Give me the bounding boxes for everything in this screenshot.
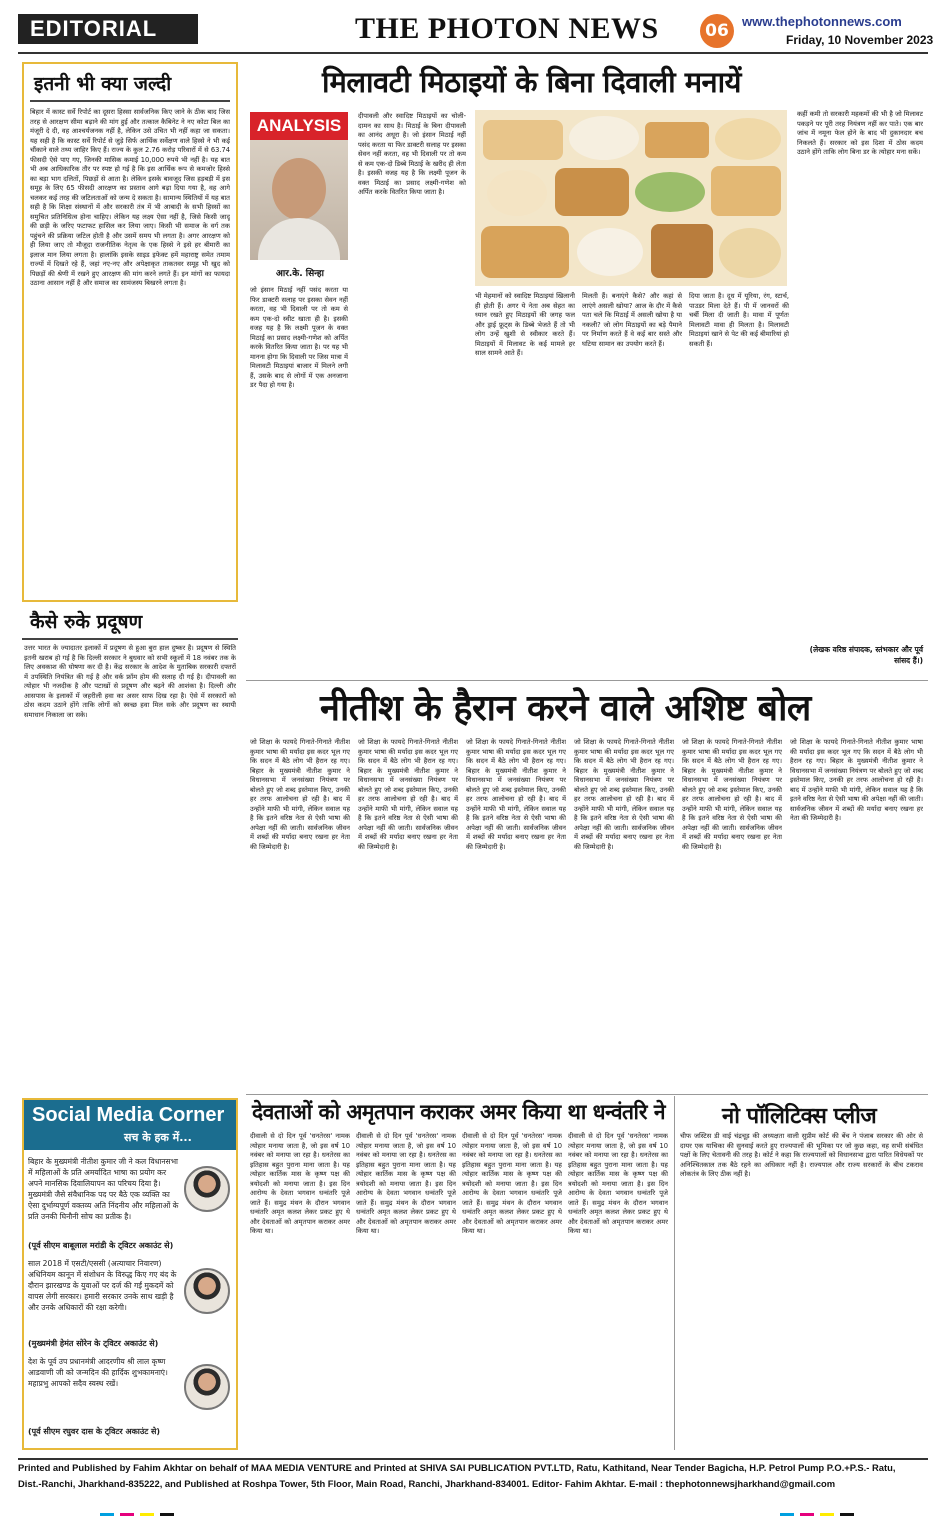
social-banner xyxy=(24,1100,236,1150)
dhanvantari-column-3: दीवाली से दो दिन पूर्व 'धनतेरस' नामक त्योहार मनाया जाता है, जो इस वर्ष 10 नवंबर को मनाया जा रहा है। धनतेरस का इतिहास बहुत पुराना माना जाता है। यह त्योहार कार्तिक मास के कृष्ण पक्ष की त्रयोदशी को मनाया जाता है। इस दिन आरोग्य के देवता भगवान धन्वंतरि पूजे जाते हैं। समुद्र मंथन के दौरान भगवान धन्वंतरि अमृत कलश लेकर प्रकट हुए थे और देवताओं को अमृतपान कराकर अमर किया था। xyxy=(462,1132,562,1235)
post-text: देश के पूर्व उप प्रधानमंत्री आदरणीय श्री लाल कृष्ण आडवाणी जी को जन्मदिन की हार्दिक शुभकामनाएं। महाप्रभु आपको सदैव स्वस्थ रखें। xyxy=(28,1357,168,1388)
dhanvantari-column-1: दीवाली से दो दिन पूर्व 'धनतेरस' नामक त्योहार मनाया जाता है, जो इस वर्ष 10 नवंबर को मनाया जा रहा है। धनतेरस का इतिहास बहुत पुराना माना जाता है। यह त्योहार कार्तिक मास के कृष्ण पक्ष की त्रयोदशी को मनाया जाता है। इस दिन आरोग्य के देवता भगवान धन्वंतरि पूजे जाते हैं। समुद्र मंथन के दौरान भगवान धन्वंतरि अमृत कलश लेकर प्रकट हुए थे और देवताओं को अमृतपान कराकर अमर किया था। xyxy=(250,1132,350,1235)
registration-marks xyxy=(780,1504,860,1516)
sidebar-article-headline: इतनी भी क्या जल्दी xyxy=(34,73,172,95)
section-label: EDITORIAL xyxy=(18,14,198,44)
author-caption: आर.के. सिन्हा xyxy=(276,269,324,279)
newspaper-title: THE PHOTON NEWS xyxy=(355,12,659,45)
pollution-body: उत्तर भारत के ज्यादातर इलाकों में प्रदूषण से हुआ बुरा हाल दुष्कर है। प्रदूषण से स्थिति इतनी खराब हो गई है कि दिल्ली सरकार ने बुधवार को सभी स्कूलों में 18 नवंबर तक के लिए अवकाश की घोषणा कर दी है। केंद्र सरकार के आदेश के मुताबिक सरकारी दफ्तरों में उपस्थिति नियंत्रित की गई है और वर्क फ्रॉम होम की सलाह दी गई है। दीपावली का त्योहार भी नजदीक है और पटाखों से प्रदूषण और बढ़ने की आशंका है। दिल्ली और आसपास के इलाकों में जहरीली हवा का असर साफ दिख रहा है। ऐसे में सरकारों को ठोस कदम उठाने होंगे ताकि लोगों को स्वच्छ हवा मिल सके और प्रदूषण का स्थायी समाधान निकाला जा सके। xyxy=(24,644,236,719)
feature-column-4: मिलती हैं। बनाएंगे कैसे? और कहां से लाएंगे असली खोया? आज के दौर में कैसे पता चले कि मिठाई में असली खोया है या नकली? जो लोग मिठाइयों का बड़े पैमाने पर निर्माण करते हैं वे कई बार सस्ते और घटिया सामान का उपयोग करते हैं। xyxy=(582,292,682,348)
feature-headline: मिलावटी मिठाइयों के बिना दिवाली मनायें xyxy=(322,65,741,99)
section-divider xyxy=(246,1094,928,1095)
analysis-label: ANALYSIS xyxy=(250,112,348,140)
social-post xyxy=(28,1356,232,1446)
social-subtitle: सच के हक में... xyxy=(124,1131,192,1144)
nitish-column-1: जो शिक्षा के फायदे गिनाते-गिनाते नीतीश कुमार भाषा की मर्यादा इस कदर भूल गए कि सदन में बैठे लोग भी हैरान रह गए। बिहार के मुख्यमंत्री नीतीश कुमार ने विधानसभा में जनसंख्या नियंत्रण पर बोलते हुए जो शब्द इस्तेमाल किए, उनकी हर तरफ आलोचना हो रही है। बाद में उन्होंने माफी भी मांगी, लेकिन सवाल यह है कि इतने वरिष्ठ नेता से ऐसी भाषा की अपेक्षा नहीं की जाती। सार्वजनिक जीवन में शब्दों की मर्यादा बनाए रखना हर नेता की जिम्मेदारी है। xyxy=(250,738,350,851)
issue-date: Friday, 10 November 2023 xyxy=(786,33,934,47)
sweets-photo xyxy=(475,110,787,286)
nitish-column-4: जो शिक्षा के फायदे गिनाते-गिनाते नीतीश कुमार भाषा की मर्यादा इस कदर भूल गए कि सदन में बैठे लोग भी हैरान रह गए। बिहार के मुख्यमंत्री नीतीश कुमार ने विधानसभा में जनसंख्या नियंत्रण पर बोलते हुए जो शब्द इस्तेमाल किए, उनकी हर तरफ आलोचना हो रही है। बाद में उन्होंने माफी भी मांगी, लेकिन सवाल यह है कि इतने वरिष्ठ नेता से ऐसी भाषा की अपेक्षा नहीं की जाती। सार्वजनिक जीवन में शब्दों की मर्यादा बनाए रखना हर नेता की जिम्मेदारी है। xyxy=(574,738,674,851)
social-post xyxy=(28,1156,232,1252)
nitish-column-2: जो शिक्षा के फायदे गिनाते-गिनाते नीतीश कुमार भाषा की मर्यादा इस कदर भूल गए कि सदन में बैठे लोग भी हैरान रह गए। बिहार के मुख्यमंत्री नीतीश कुमार ने विधानसभा में जनसंख्या नियंत्रण पर बोलते हुए जो शब्द इस्तेमाल किए, उनकी हर तरफ आलोचना हो रही है। बाद में उन्होंने माफी भी मांगी, लेकिन सवाल यह है कि इतने वरिष्ठ नेता से ऐसी भाषा की अपेक्षा नहीं की जाती। सार्वजनिक जीवन में शब्दों की मर्यादा बनाए रखना हर नेता की जिम्मेदारी है। xyxy=(358,738,458,851)
dhanvantari-column-2: दीवाली से दो दिन पूर्व 'धनतेरस' नामक त्योहार मनाया जाता है, जो इस वर्ष 10 नवंबर को मनाया जा रहा है। धनतेरस का इतिहास बहुत पुराना माना जाता है। यह त्योहार कार्तिक मास के कृष्ण पक्ष की त्रयोदशी को मनाया जाता है। इस दिन आरोग्य के देवता भगवान धन्वंतरि पूजे जाते हैं। समुद्र मंथन के दौरान भगवान धन्वंतरि अमृत कलश लेकर प्रकट हुए थे और देवताओं को अमृतपान कराकर अमर किया था। xyxy=(356,1132,456,1235)
registration-marks xyxy=(100,1504,180,1516)
nitish-column-3: जो शिक्षा के फायदे गिनाते-गिनाते नीतीश कुमार भाषा की मर्यादा इस कदर भूल गए कि सदन में बैठे लोग भी हैरान रह गए। बिहार के मुख्यमंत्री नीतीश कुमार ने विधानसभा में जनसंख्या नियंत्रण पर बोलते हुए जो शब्द इस्तेमाल किए, उनकी हर तरफ आलोचना हो रही है। बाद में उन्होंने माफी भी मांगी, लेकिन सवाल यह है कि इतने वरिष्ठ नेता से ऐसी भाषा की अपेक्षा नहीं की जाती। सार्वजनिक जीवन में शब्दों की मर्यादा बनाए रखना हर नेता की जिम्मेदारी है। xyxy=(466,738,566,851)
headline-underline xyxy=(22,638,238,640)
printer-line-2: Dist.-Ranchi, Jharkhand-835222, and Published at Roshpa Tower, 5th Floor, Main Road, Ranchi, Jharkhand-834001. Editor- Fahim Akhtar. E-mail : thephotonnewsjharkhand@gmail.com xyxy=(18,1478,836,1489)
social-media-corner xyxy=(22,1098,238,1450)
post-source: (मुख्यमंत्री हेमंत सोरेन के ट्विटर अकाउंट से) xyxy=(28,1339,159,1348)
printer-line-1: Printed and Published by Fahim Akhtar on behalf of MAA MEDIA VENTURE and Printed at SHIVA SAI PUBLICATION PVT.LTD, Ratu, Kathitand, Near Tender Bagicha, H.P. Petrol Pump P.O.+P.S.- Ratu, xyxy=(18,1462,896,1473)
sidebar-article-body: बिहार में कास्ट सर्वे रिपोर्ट का दूसरा हिस्सा सार्वजनिक किए जाने के ठीक बाद जिस तरह से आरक्षण सीमा बढ़ाने की मांग हुई और तत्काल कैबिनेट ने नए कोटा बिल का मंजूरी दे दी, वह आश्चर्यजनक नहीं है, लेकिन उसे उचित भी नहीं कहा जा सकता। यह सही है कि कास्ट सर्वे रिपोर्ट से जुड़े सिर्फ आर्थिक सर्वेक्षण वाले हिस्से ने भी कई चौंकाने वाले तथ्य जाहिर किए हैं। राज्य के कुल 2.76 करोड़ परिवारों में से 63.74 फीसदी ऐसे पाए गए, जिनकी मासिक कमाई 10,000 रुपये भी नहीं है। यह बात भी अब आधिकारिक तौर पर स्पष्ट हो गई है कि इस आर्थिक रूप से कमजोर हिस्से का बड़ा भाग दलितों, पिछड़ों से आता है। लेकिन इसके बावजूद जिस हड़बड़ी में इस समूह के लिए 65 फीसदी आरक्षण का प्रस्ताव आगे बढ़ा दिया गया है, वह आगे चलकर कई तरह की जटिलताओं को जन्म दे सकता है। सामान्य स्थितियों में यह बात सही है कि शिक्षा संस्थानों में और सरकारी तंत्र में भी आबादी के सभी हिस्सों का समुचित प्रतिनिधित्व होना चाहिए। लेकिन यह लक्ष्य ऐसा नहीं है, जिसे किसी जादू की छड़ी के जरिए फटाफट हासिल कर लिया जाए। किसी भी समाज के वर्ग तक पहुंचने की प्रक्रिया जटिल होती है और उसमें समय भी लगता है। अगर आरक्षण को ही लिया जाए तो मौजूदा राजनीतिक नेतृत्व के एक हिस्से ने इसे हर बीमारी का इलाज मान लिया लगता है। हालांकि इसके साइड इफेक्ट हमें महाराष्ट्र समेत तमाम राज्यों में दिखते रहे हैं, जहां नए-नए और अपेक्षाकृत ताकतवर समूह भी खुद को पिछड़ों की श्रेणी में रखने हुए आरक्षण की मांग करने लगते हैं। इन मांगों का फायदा उठाना आसान नहीं है और समाज का सामंजस्य बिखरने लगता है। xyxy=(30,108,230,287)
avatar xyxy=(184,1166,230,1212)
social-post xyxy=(28,1258,232,1350)
nitish-column-6: जो शिक्षा के फायदे गिनाते-गिनाते नीतीश कुमार भाषा की मर्यादा इस कदर भूल गए कि सदन में बैठे लोग भी हैरान रह गए। बिहार के मुख्यमंत्री नीतीश कुमार ने विधानसभा में जनसंख्या नियंत्रण पर बोलते हुए जो शब्द इस्तेमाल किए, उनकी हर तरफ आलोचना हो रही है। बाद में उन्होंने माफी भी मांगी, लेकिन सवाल यह है कि इतने वरिष्ठ नेता से ऐसी भाषा की अपेक्षा नहीं की जाती। सार्वजनिक जीवन में शब्दों की मर्यादा बनाए रखना हर नेता की जिम्मेदारी है। xyxy=(790,738,923,822)
post-text: बिहार के मुख्यमंत्री नीतीश कुमार जी ने कल विधानसभा में महिलाओं के प्रति अमर्यादित भाषा का प्रयोग कर अपने मानसिक दिवालियापन का परिचय दिया है। मुख्यमंत्री जैसे संवैधानिक पद पर बैठे एक व्यक्ति का ऐसा दुर्भाग्यपूर्ण वक्तव्य अति निंदनीय और महिलाओं के प्रति उनकी घिनौनी सोच का प्रतीक है। xyxy=(28,1157,179,1221)
feature-column-1: जो इंसान मिठाई नहीं पसंद करता या फिर डाक्टरी सलाह पर इसका सेवन नहीं करता, वह भी दिवाली पर तो कम से कम एक-दो स्वीट खाता ही है। इसकी वजह यह है कि लक्ष्मी पूजन के वक्त मिठाई का प्रसाद लक्ष्मी-गणेश को अर्पित करके वितरित किया जाता है। पर यह भी मानना होगा कि दिवाली पर जिस मात्रा में मिलावटी मिठाइयां बाजार में मिलने लगी हैं, उसके बाद से लोगों में एक अनजाना डर पैदा हो गया है। xyxy=(250,286,348,389)
website-link[interactable]: www.thephotonnews.com xyxy=(742,14,902,29)
post-text: साल 2018 में एसटी/एससी (अत्याचार निवारण) अधिनियम कानून में संशोधन के विरुद्ध किए गए बंद के दौरान झारखण्ड के युवाओं पर दर्ज की गईं मुकदमें को वापस लेगी सरकार। हमारी सरकार उनके साथ खड़ी है और उनके अधिकारों की रक्षा करेगी। xyxy=(28,1259,177,1312)
nitish-headline: नीतीश के हैरान करने वाले अशिष्ट बोल xyxy=(320,688,811,729)
post-source: (पूर्व सीएम रघुवर दास के ट्विटर अकाउंट से) xyxy=(28,1427,161,1436)
author-photo xyxy=(250,140,348,260)
avatar xyxy=(184,1268,230,1314)
feature-column-6: कहीं कमी तो सरकारी महकमों की भी है जो मिलावट पकड़ने पर पूरी तरह नियंत्रण नहीं कर पाते। एक बार जांच में नमूना फेल होने के बाद भी दुकानदार बच निकलते हैं। सरकार को इस दिशा में ठोस कदम उठाने होंगे ताकि लोग बिना डर के त्योहार मना सकें। xyxy=(797,110,923,156)
dhanvantari-headline: देवताओं को अमृतपान कराकर अमर किया था धन्वंतरि ने xyxy=(252,1100,665,1124)
masthead-divider xyxy=(18,52,928,54)
post-source: (पूर्व सीएम बाबूलाल मरांडी के ट्विटर अकाउंट से) xyxy=(28,1241,174,1250)
feature-column-5: दिया जाता है। दूध में यूरिया, रंग, स्टार्च, पाउडर मिला देते हैं। पी में जानवरों की चर्बी मिला दी जाती है। मावा में पूर्णतः मिलावटी मावा ही मिलता है। मिलावटी मिठाइयां खाने से पेट की कई बीमारियां हो सकती हैं। xyxy=(689,292,789,348)
pollution-headline: कैसे रुके प्रदूषण xyxy=(30,611,143,633)
nitish-column-5: जो शिक्षा के फायदे गिनाते-गिनाते नीतीश कुमार भाषा की मर्यादा इस कदर भूल गए कि सदन में बैठे लोग भी हैरान रह गए। बिहार के मुख्यमंत्री नीतीश कुमार ने विधानसभा में जनसंख्या नियंत्रण पर बोलते हुए जो शब्द इस्तेमाल किए, उनकी हर तरफ आलोचना हो रही है। बाद में उन्होंने माफी भी मांगी, लेकिन सवाल यह है कि इतने वरिष्ठ नेता से ऐसी भाषा की अपेक्षा नहीं की जाती। सार्वजनिक जीवन में शब्दों की मर्यादा बनाए रखना हर नेता की जिम्मेदारी है। xyxy=(682,738,782,851)
avatar xyxy=(184,1364,230,1410)
dhanvantari-column-4: दीवाली से दो दिन पूर्व 'धनतेरस' नामक त्योहार मनाया जाता है, जो इस वर्ष 10 नवंबर को मनाया जा रहा है। धनतेरस का इतिहास बहुत पुराना माना जाता है। यह त्योहार कार्तिक मास के कृष्ण पक्ष की त्रयोदशी को मनाया जाता है। इस दिन आरोग्य के देवता भगवान धन्वंतरि पूजे जाते हैं। समुद्र मंथन के दौरान भगवान धन्वंतरि अमृत कलश लेकर प्रकट हुए थे और देवताओं को अमृतपान कराकर अमर किया था। xyxy=(568,1132,668,1235)
politics-headline: नो पॉलिटिक्स प्लीज xyxy=(722,1104,877,1129)
author-byline: (लेखक वरिष्ठ संपादक, स्तंभकार और पूर्व सांसद हैं।) xyxy=(809,645,923,665)
headline-underline xyxy=(30,100,230,102)
feature-column-3: भी मेहमानों को स्वादिष्ट मिठाइयां खिलानी ही होती हैं। अगर ये नेता अब सेहत का ध्यान रखते हुए मिठाइयों की जगह फल और ड्राई फ्रूट्स के डिब्बे भेजते हैं तो भी लोग उन्हें खुशी से स्वीकार करते हैं। मिठाइयों में मिलावट के कई मामले हर साल सामने आते हैं। xyxy=(475,292,575,357)
sidebar-article-box xyxy=(22,62,238,602)
masthead xyxy=(0,0,945,52)
social-title: Social Media Corner xyxy=(32,1104,225,1126)
politics-body: चीफ जस्टिस डी वाई चंद्रचूड़ की अध्यक्षता वाली सुप्रीम कोर्ट की बेंच ने पंजाब सरकार की ओर से दायर एक याचिका की सुनवाई करते हुए राज्यपालों की भूमिका पर जो कुछ कहा, वह सभी संबंधित पक्षों के लिए चेतावनी की तरह है। कोर्ट ने कहा कि राज्यपालों को विधानसभा द्वारा पारित विधेयकों पर अनिश्चितकाल तक बैठे रहने का अधिकार नहीं है। राज्यपाल और राज्य सरकारों के बीच टकराव लोकतंत्र के लिए ठीक नहीं है। xyxy=(680,1132,923,1178)
column-divider xyxy=(674,1096,675,1450)
printer-line xyxy=(18,1458,928,1498)
section-divider xyxy=(246,680,928,681)
feature-column-2: दीपावली और स्वादिष्ट मिठाइयों का चोली-दामन का साथ है। मिठाई के बिना दीपावली का आनंद अधूरा है। जो इंसान मिठाई नहीं पसंद करता या फिर डाक्टरी सलाह पर इसका सेवन नहीं करता, वह भी दिवाली पर तो कम से कम एक-दो डिब्बे मिठाई के खरीद ही लेता है। इसकी वजह यह है कि लक्ष्मी पूजन के वक्त मिठाई का प्रसाद लक्ष्मी-गणेश को अर्पित करके वितरित किया जाता है। xyxy=(358,112,466,196)
page-number-badge: 06 xyxy=(700,14,734,48)
